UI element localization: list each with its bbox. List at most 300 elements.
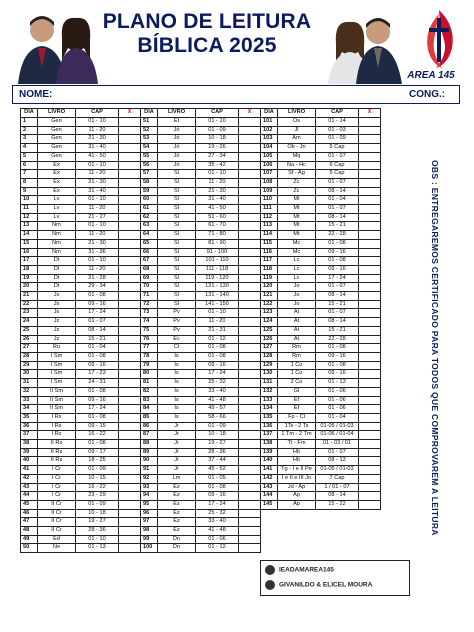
book-cell: Tg - I e II Pe	[278, 466, 316, 475]
table-row	[21, 178, 141, 187]
check-cell[interactable]	[359, 500, 381, 509]
table-row	[261, 370, 381, 379]
table-row	[261, 274, 381, 283]
book-cell: Na - Hc	[278, 161, 316, 170]
check-cell[interactable]	[119, 126, 141, 135]
check-cell[interactable]	[119, 431, 141, 440]
check-cell[interactable]	[119, 387, 141, 396]
book-cell: Am	[278, 135, 316, 144]
check-cell[interactable]	[239, 318, 261, 327]
table-row	[21, 344, 141, 353]
day-cell: 117	[261, 257, 278, 266]
chapters-cell: 29 - 34	[76, 283, 119, 292]
check-cell[interactable]	[239, 257, 261, 266]
check-cell[interactable]	[359, 300, 381, 309]
day-cell: 19	[21, 274, 38, 283]
check-cell[interactable]	[119, 257, 141, 266]
chapters-cell: 22 - 28	[316, 231, 359, 240]
check-cell[interactable]	[359, 187, 381, 196]
check-cell[interactable]	[239, 118, 261, 127]
check-cell[interactable]	[119, 161, 141, 170]
check-cell[interactable]	[119, 274, 141, 283]
check-cell[interactable]	[119, 413, 141, 422]
table-row	[21, 126, 141, 135]
day-cell: 133	[261, 396, 278, 405]
book-cell: At	[278, 309, 316, 318]
day-cell: 51	[141, 118, 158, 127]
congregation-label: CONG.:	[409, 89, 446, 100]
check-cell[interactable]	[239, 544, 261, 553]
day-cell: 13	[21, 222, 38, 231]
book-cell: Lc	[278, 274, 316, 283]
check-cell[interactable]	[359, 135, 381, 144]
chapters-cell: 01 - 10	[76, 257, 119, 266]
table-row	[141, 170, 261, 179]
chapters-cell: 01 - 14	[316, 118, 359, 127]
check-cell[interactable]	[359, 387, 381, 396]
check-cell[interactable]	[119, 518, 141, 527]
book-cell: II Cr	[38, 518, 76, 527]
chapters-cell: 01 - 08	[196, 483, 239, 492]
check-cell[interactable]	[119, 196, 141, 205]
book-cell: Jó	[158, 144, 196, 153]
check-cell[interactable]	[239, 492, 261, 501]
table-row	[21, 231, 141, 240]
check-cell[interactable]	[239, 535, 261, 544]
chapters-cell: 15 - 21	[316, 300, 359, 309]
book-cell: Lv	[38, 213, 76, 222]
day-cell: 70	[141, 283, 158, 292]
check-cell[interactable]	[239, 474, 261, 483]
check-cell[interactable]	[359, 379, 381, 388]
check-cell[interactable]	[119, 544, 141, 553]
check-cell[interactable]	[119, 144, 141, 153]
check-cell[interactable]	[359, 309, 381, 318]
check-cell[interactable]	[239, 292, 261, 301]
check-cell[interactable]	[119, 344, 141, 353]
check-cell[interactable]	[239, 352, 261, 361]
day-cell: 107	[261, 170, 278, 179]
chapters-cell: 11 - 20	[76, 170, 119, 179]
book-cell: Is	[158, 413, 196, 422]
check-cell[interactable]	[239, 196, 261, 205]
table-row	[21, 379, 141, 388]
check-cell[interactable]	[359, 126, 381, 135]
table-row	[141, 474, 261, 483]
book-cell: I Sm	[38, 379, 76, 388]
check-cell[interactable]	[359, 335, 381, 344]
table-row	[141, 205, 261, 214]
book-cell: Ru	[38, 344, 76, 353]
chapters-cell: 28 - 36	[196, 448, 239, 457]
check-cell[interactable]	[119, 405, 141, 414]
book-cell: I Rs	[38, 431, 76, 440]
day-cell: 77	[141, 344, 158, 353]
book-cell: Is	[158, 387, 196, 396]
day-cell: 56	[141, 161, 158, 170]
check-cell[interactable]	[239, 483, 261, 492]
check-cell[interactable]	[359, 361, 381, 370]
chapters-cell: 49 - 57	[196, 405, 239, 414]
check-cell[interactable]	[239, 466, 261, 475]
check-cell[interactable]	[359, 152, 381, 161]
check-cell[interactable]	[119, 422, 141, 431]
check-cell[interactable]	[359, 396, 381, 405]
name-form-bar[interactable]	[12, 85, 460, 104]
check-cell[interactable]	[239, 422, 261, 431]
day-cell: 139	[261, 448, 278, 457]
check-cell[interactable]	[239, 335, 261, 344]
check-cell[interactable]	[239, 370, 261, 379]
check-cell[interactable]	[239, 231, 261, 240]
check-cell[interactable]	[239, 518, 261, 527]
check-cell[interactable]	[359, 283, 381, 292]
check-cell[interactable]	[239, 248, 261, 257]
check-cell[interactable]	[119, 152, 141, 161]
chapters-cell: 01 - 04	[316, 196, 359, 205]
check-cell[interactable]	[359, 344, 381, 353]
day-cell: 129	[261, 361, 278, 370]
check-cell[interactable]	[239, 448, 261, 457]
table-row	[21, 144, 141, 153]
reading-table-3	[260, 108, 381, 510]
day-cell: 100	[141, 544, 158, 553]
check-cell[interactable]	[239, 126, 261, 135]
table-row	[141, 344, 261, 353]
day-cell: 29	[21, 361, 38, 370]
book-cell: Ap	[278, 500, 316, 509]
check-cell[interactable]	[119, 170, 141, 179]
day-cell: 141	[261, 466, 278, 475]
day-cell: 115	[261, 239, 278, 248]
day-cell: 32	[21, 387, 38, 396]
check-cell[interactable]	[359, 265, 381, 274]
check-cell[interactable]	[119, 265, 141, 274]
check-cell[interactable]	[119, 527, 141, 536]
table-row	[261, 265, 381, 274]
check-cell[interactable]	[239, 222, 261, 231]
chapters-cell: 10 - 15	[76, 474, 119, 483]
chapters-cell: 01 - 07	[316, 283, 359, 292]
book-cell: Sl	[158, 170, 196, 179]
check-cell[interactable]	[359, 161, 381, 170]
day-cell: 8	[21, 178, 38, 187]
check-cell[interactable]	[239, 161, 261, 170]
check-cell[interactable]	[119, 231, 141, 240]
check-cell[interactable]	[239, 300, 261, 309]
table-row	[141, 222, 261, 231]
check-cell[interactable]	[119, 222, 141, 231]
check-cell[interactable]	[119, 326, 141, 335]
chapters-cell: 01 - 09	[196, 422, 239, 431]
book-cell: Sl	[158, 213, 196, 222]
day-cell: 125	[261, 326, 278, 335]
chapters-cell: 17 - 23	[76, 370, 119, 379]
check-cell[interactable]	[239, 178, 261, 187]
check-cell[interactable]	[119, 466, 141, 475]
check-cell[interactable]	[239, 135, 261, 144]
check-cell[interactable]	[359, 326, 381, 335]
header	[0, 0, 474, 84]
table-row	[261, 231, 381, 240]
day-cell: 12	[21, 213, 38, 222]
day-cell: 137	[261, 431, 278, 440]
check-cell[interactable]	[359, 448, 381, 457]
check-cell[interactable]	[119, 492, 141, 501]
check-cell[interactable]	[359, 222, 381, 231]
day-cell: 76	[141, 335, 158, 344]
check-cell[interactable]	[119, 187, 141, 196]
chapters-cell: 08 - 14	[316, 292, 359, 301]
book-cell: At	[278, 326, 316, 335]
chapters-cell: 16 - 22	[76, 431, 119, 440]
table-row	[21, 222, 141, 231]
check-header: X	[119, 109, 141, 118]
check-cell[interactable]	[119, 500, 141, 509]
check-cell[interactable]	[359, 213, 381, 222]
check-cell[interactable]	[359, 144, 381, 153]
check-cell[interactable]	[119, 379, 141, 388]
chapters-cell: 21 - 31	[196, 326, 239, 335]
check-cell[interactable]	[239, 413, 261, 422]
check-cell[interactable]	[119, 135, 141, 144]
chapters-cell: 08 - 14	[316, 213, 359, 222]
day-cell: 93	[141, 483, 158, 492]
chapters-cell: 01 - 06	[196, 535, 239, 544]
table-row	[261, 170, 381, 179]
book-cell: Ez	[158, 492, 196, 501]
check-cell[interactable]	[359, 457, 381, 466]
check-cell[interactable]	[359, 413, 381, 422]
check-cell[interactable]	[359, 170, 381, 179]
check-cell[interactable]	[119, 300, 141, 309]
day-cell: 37	[21, 431, 38, 440]
check-cell[interactable]	[359, 483, 381, 492]
day-cell: 99	[141, 535, 158, 544]
check-cell[interactable]	[239, 265, 261, 274]
check-cell[interactable]	[359, 248, 381, 257]
check-cell[interactable]	[359, 196, 381, 205]
check-cell[interactable]	[359, 422, 381, 431]
table-row	[261, 161, 381, 170]
check-cell[interactable]	[359, 318, 381, 327]
table-row	[261, 126, 381, 135]
chapters-cell: 09 - 16	[316, 370, 359, 379]
table-row	[141, 527, 261, 536]
check-cell[interactable]	[239, 152, 261, 161]
book-cell: Gen	[38, 152, 76, 161]
day-cell: 64	[141, 231, 158, 240]
check-cell[interactable]	[119, 205, 141, 214]
check-cell[interactable]	[239, 326, 261, 335]
day-cell: 48	[21, 527, 38, 536]
check-cell[interactable]	[119, 474, 141, 483]
chapters-cell: 01 - 05	[196, 474, 239, 483]
check-cell[interactable]	[359, 405, 381, 414]
table-row	[21, 213, 141, 222]
check-cell[interactable]	[359, 431, 381, 440]
table-row	[261, 440, 381, 449]
book-cell: Jz	[38, 326, 76, 335]
check-cell[interactable]	[119, 239, 141, 248]
day-cell: 53	[141, 135, 158, 144]
check-cell[interactable]	[119, 457, 141, 466]
check-cell[interactable]	[239, 213, 261, 222]
table-row	[21, 196, 141, 205]
table-row	[141, 422, 261, 431]
check-cell[interactable]	[359, 292, 381, 301]
book-cell: Ex	[38, 187, 76, 196]
check-cell[interactable]	[239, 431, 261, 440]
day-cell: 39	[21, 448, 38, 457]
book-cell: II Rs	[38, 448, 76, 457]
check-cell[interactable]	[119, 335, 141, 344]
table-row	[141, 300, 261, 309]
chapters-cell: 25 - 32	[196, 509, 239, 518]
table-row	[21, 265, 141, 274]
chapters-cell: 41 - 50	[76, 152, 119, 161]
check-cell[interactable]	[119, 318, 141, 327]
check-cell[interactable]	[359, 257, 381, 266]
book-cell: Jr	[158, 440, 196, 449]
check-cell[interactable]	[239, 239, 261, 248]
check-cell[interactable]	[239, 405, 261, 414]
check-cell[interactable]	[359, 178, 381, 187]
check-cell[interactable]	[239, 396, 261, 405]
chapters-cell: 01 - 09	[316, 135, 359, 144]
check-cell[interactable]	[239, 144, 261, 153]
chapters-cell: 19 - 27	[196, 440, 239, 449]
check-cell[interactable]	[119, 535, 141, 544]
check-cell[interactable]	[239, 274, 261, 283]
check-cell[interactable]	[239, 170, 261, 179]
table-row	[141, 135, 261, 144]
book-cell: Tt - Fm	[278, 440, 316, 449]
chapters-cell: 08 - 14	[76, 326, 119, 335]
chapters-cell: 09 - 15	[76, 422, 119, 431]
day-cell: 90	[141, 457, 158, 466]
chapters-cell: 131 - 140	[196, 292, 239, 301]
check-cell[interactable]	[359, 492, 381, 501]
book-cell: 1 Co	[278, 370, 316, 379]
check-cell[interactable]	[119, 283, 141, 292]
check-cell[interactable]	[119, 509, 141, 518]
check-cell[interactable]	[359, 370, 381, 379]
book-cell: Sl	[158, 257, 196, 266]
check-cell[interactable]	[119, 440, 141, 449]
table-row	[261, 283, 381, 292]
day-cell: 73	[141, 309, 158, 318]
table-row	[21, 483, 141, 492]
day-cell: 103	[261, 135, 278, 144]
check-cell[interactable]	[119, 370, 141, 379]
day-cell: 46	[21, 509, 38, 518]
check-cell[interactable]	[119, 396, 141, 405]
day-cell: 14	[21, 231, 38, 240]
check-cell[interactable]	[119, 361, 141, 370]
check-cell[interactable]	[359, 474, 381, 483]
check-cell[interactable]	[119, 309, 141, 318]
day-cell: 62	[141, 213, 158, 222]
book-cell: Nm	[38, 248, 76, 257]
table-row	[261, 118, 381, 127]
check-cell[interactable]	[119, 352, 141, 361]
check-cell[interactable]	[239, 205, 261, 214]
check-cell[interactable]	[239, 309, 261, 318]
check-cell[interactable]	[239, 344, 261, 353]
check-cell[interactable]	[239, 440, 261, 449]
table-row	[261, 483, 381, 492]
check-cell[interactable]	[239, 509, 261, 518]
check-cell[interactable]	[359, 239, 381, 248]
book-cell: Js	[38, 309, 76, 318]
chapters-cell: 6 Cap	[316, 161, 359, 170]
check-cell[interactable]	[239, 387, 261, 396]
table-row	[21, 518, 141, 527]
book-cell: Mt	[278, 205, 316, 214]
check-cell[interactable]	[239, 457, 261, 466]
book-cell: Nm	[38, 239, 76, 248]
title-line-1: PLANO DE LEITURA	[102, 10, 312, 33]
book-cell: I Cr	[38, 474, 76, 483]
book-cell: Zc	[278, 178, 316, 187]
chapters-cell: 15 - 21	[316, 222, 359, 231]
check-cell[interactable]	[239, 500, 261, 509]
day-cell: 66	[141, 248, 158, 257]
check-cell[interactable]	[239, 379, 261, 388]
chapters-cell: 31 - 40	[76, 144, 119, 153]
table-row	[141, 413, 261, 422]
chapters-cell: 22 - 28	[316, 335, 359, 344]
check-cell[interactable]	[359, 440, 381, 449]
check-cell[interactable]	[359, 118, 381, 127]
reading-table-2	[140, 108, 261, 553]
chapters-cell: 01 - 08	[76, 352, 119, 361]
check-cell[interactable]	[359, 352, 381, 361]
check-cell[interactable]	[119, 448, 141, 457]
reading-table-body	[141, 118, 261, 553]
chapters-cell: 01 - 10	[76, 535, 119, 544]
book-cell: Gl	[278, 387, 316, 396]
check-cell[interactable]	[239, 527, 261, 536]
chapters-cell: 27 - 34	[196, 152, 239, 161]
check-cell[interactable]	[119, 178, 141, 187]
chapters-cell: 01 - 12	[196, 335, 239, 344]
book-cell: Sl	[158, 283, 196, 292]
day-cell: 69	[141, 274, 158, 283]
check-cell[interactable]	[119, 483, 141, 492]
check-cell[interactable]	[239, 187, 261, 196]
day-cell: 119	[261, 274, 278, 283]
check-cell[interactable]	[119, 292, 141, 301]
check-cell[interactable]	[239, 283, 261, 292]
check-cell[interactable]	[119, 248, 141, 257]
table-row	[21, 457, 141, 466]
check-cell[interactable]	[119, 118, 141, 127]
check-cell[interactable]	[359, 205, 381, 214]
chapters-cell: 01 - 08	[76, 292, 119, 301]
check-cell[interactable]	[239, 361, 261, 370]
check-cell[interactable]	[359, 466, 381, 475]
table-row	[141, 535, 261, 544]
check-cell[interactable]	[359, 274, 381, 283]
chapters-cell: 01 - 10	[76, 196, 119, 205]
check-cell[interactable]	[119, 213, 141, 222]
day-cell: 104	[261, 144, 278, 153]
check-cell[interactable]	[359, 231, 381, 240]
table-row	[141, 248, 261, 257]
chapters-cell: 01 - 09	[196, 126, 239, 135]
